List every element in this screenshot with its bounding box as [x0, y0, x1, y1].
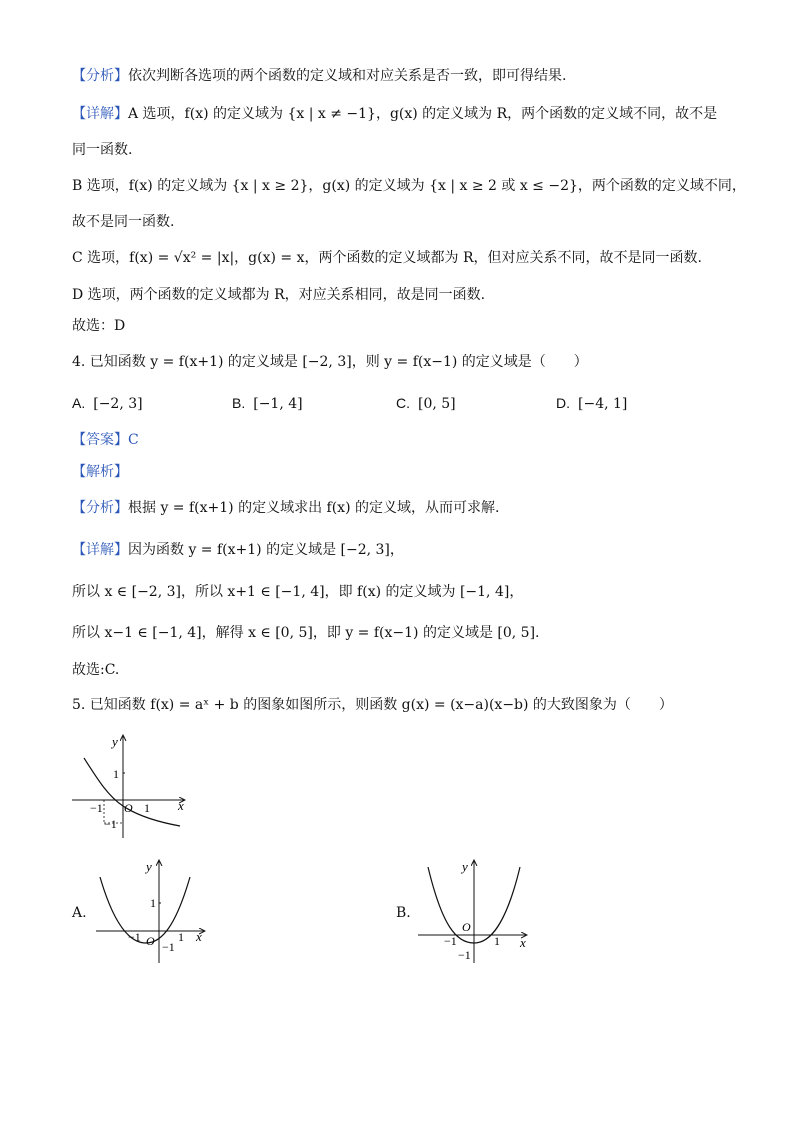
- parabola-a: [100, 877, 190, 943]
- option-b: [232, 395, 303, 412]
- option-c-label: C.: [396, 395, 410, 411]
- analysis-tag: 【分析】: [72, 68, 128, 84]
- detail-tag-4: 【详解】: [72, 542, 128, 558]
- graph-option-a-label: A.: [72, 905, 87, 921]
- one-x-label-b: 1: [494, 934, 500, 948]
- option-d-value: [−4, 1]: [578, 396, 628, 412]
- function-graph: [68, 728, 194, 840]
- detail-line-4c: 所以 x−1 ∈ [−1, 4]，解得 x ∈ [0, 5]，即 y = f(x−1) 的定义域是 [0, 5].: [72, 625, 540, 641]
- origin-label-a: O: [146, 934, 155, 948]
- neg1-y-label: −1: [104, 817, 117, 831]
- option-b-value: [−1, 4]: [253, 396, 303, 412]
- one-y-label: 1: [113, 767, 119, 781]
- option-a-label: A.: [72, 395, 86, 411]
- detail-line-b-cont: 故不是同一函数.: [72, 214, 175, 230]
- option-b-label: B.: [232, 395, 246, 411]
- detail-text-a: A 选项，f(x) 的定义域为 {x | x ≠ −1}，g(x) 的定义域为 R，两个函数的定义域不同，故不是: [128, 106, 718, 122]
- question-5: 5. 已知函数 f(x) = aˣ + b 的图象如图所示，则函数 g(x) = (x−a)(x−b) 的大致图象为（ ）: [72, 697, 673, 713]
- y-label: y: [112, 734, 118, 749]
- option-d-label: D.: [556, 395, 570, 411]
- detail-text-4: 因为函数 y = f(x+1) 的定义域是 [−2, 3]，: [128, 542, 404, 558]
- graph-option-b: [414, 855, 536, 965]
- neg1-x-label: −1: [90, 801, 103, 815]
- option-a: [72, 395, 143, 412]
- one-x-label: 1: [144, 801, 150, 815]
- exp-curve: [84, 758, 180, 826]
- option-c-value: [0, 5]: [418, 396, 456, 412]
- option-d: [556, 395, 627, 412]
- one-x-label-a: 1: [178, 930, 184, 944]
- neg1-y-label-b: −1: [458, 948, 471, 962]
- detail-line-d: D 选项，两个函数的定义域都为 R，对应关系相同，故是同一函数.: [72, 287, 486, 303]
- analysis-text: 依次判断各选项的两个函数的定义域和对应关系是否一致，即可得结果.: [128, 68, 567, 84]
- neg1-x-label-a: −1: [128, 930, 141, 944]
- detail-line-4b: 所以 x ∈ [−2, 3]，所以 x+1 ∈ [−1, 4]，即 f(x) 的定义域为 [−1, 4]，: [72, 584, 524, 600]
- analysis-line-4: [72, 498, 499, 518]
- analysis-tag-4: 【分析】: [72, 500, 128, 516]
- neg1-x-label-b: −1: [444, 934, 457, 948]
- answer-heading: 【答案】C: [72, 432, 139, 448]
- option-c: [396, 395, 456, 412]
- solution-heading: 【解析】: [72, 464, 128, 480]
- graph-option-a: [92, 855, 214, 965]
- question-4: 4. 已知函数 y = f(x+1) 的定义域是 [−2, 3]，则 y = f(x−1) 的定义域是（ ）: [72, 354, 588, 370]
- origin-label: O: [124, 801, 133, 815]
- option-a-value: [−2, 3]: [93, 396, 143, 412]
- y-label-b: y: [462, 859, 468, 874]
- origin-label-b: O: [462, 920, 471, 934]
- detail-line-4: [72, 540, 404, 560]
- x-label-a: x: [196, 929, 202, 944]
- y-label-a: y: [146, 859, 152, 874]
- detail-line-b: B 选项，f(x) 的定义域为 {x | x ≥ 2}，g(x) 的定义域为 {x | x ≥ 2 或 x ≤ −2}，两个函数的定义域不同，: [72, 178, 746, 194]
- answer-choice-line: 故选：D: [72, 318, 126, 334]
- analysis-text-4: 根据 y = f(x+1) 的定义域求出 f(x) 的定义域，从而可求解.: [128, 500, 500, 516]
- x-label-b: x: [520, 935, 526, 950]
- detail-tag: 【详解】: [72, 106, 128, 122]
- detail-line-a: [72, 104, 717, 124]
- one-y-label-a: 1: [150, 896, 156, 910]
- detail-line-c: C 选项，f(x) = √x² = |x|，g(x) = x，两个函数的定义域都为 R，但对应关系不同，故不是同一函数.: [72, 250, 702, 266]
- detail-line-a-cont: 同一函数.: [72, 142, 133, 158]
- graph-option-b-label: B.: [396, 905, 411, 921]
- analysis-line: [72, 66, 566, 86]
- x-label: x: [178, 798, 184, 813]
- neg1-y-label-a: −1: [162, 940, 175, 954]
- answer-choice-line-4: 故选:C.: [72, 662, 120, 678]
